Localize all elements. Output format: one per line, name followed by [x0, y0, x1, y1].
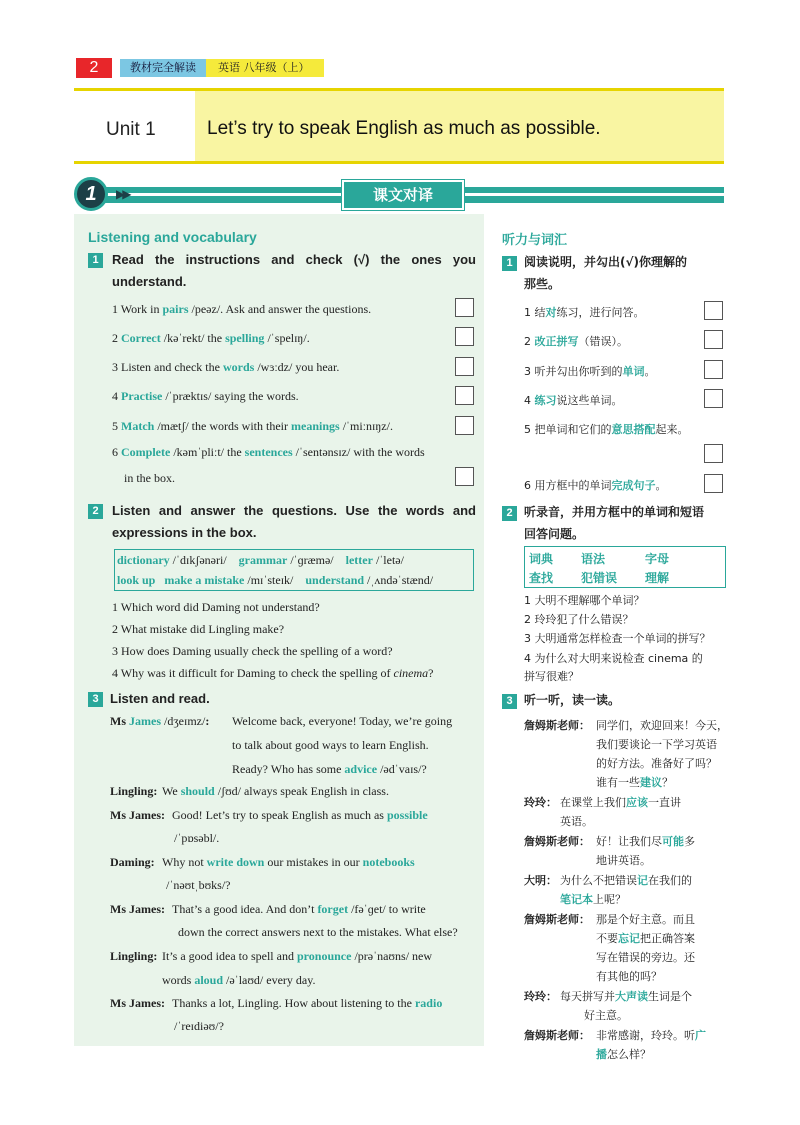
dialogue-line: 好！让我们尽可能多	[596, 835, 695, 848]
list-item: 5 把单词和它们的意思搭配起来。	[524, 423, 689, 436]
checkbox[interactable]	[455, 357, 474, 376]
section-number-badge: 1	[74, 177, 108, 211]
dialogue-line: /ˈpɒsəbl/.	[174, 831, 220, 845]
exercise-3-instructions-cn: 听一听，读一读。	[524, 693, 621, 707]
vocab-word: 查找	[529, 571, 554, 585]
list-item: 5 Match /mætʃ/ the words with their meanings /ˈmiːnɪŋz/.	[112, 419, 393, 433]
exercise-1-instructions	[112, 249, 476, 293]
vocab-word: 字母	[645, 552, 670, 566]
unit-title: Let’s try to speak English as much as possible.	[207, 118, 601, 139]
speaker-label: 詹姆斯老师：	[524, 913, 590, 926]
vocab-word: 词典	[529, 552, 554, 566]
instr-line: 阅读说明，并勾出(√)你理解的	[524, 255, 687, 269]
dialogue-line: Welcome back, everyone! Today, we’re going	[232, 714, 453, 728]
unit-banner	[74, 88, 724, 164]
vocab-word: 理解	[645, 571, 670, 585]
question: 3 大明通常怎样检查一个单词的拼写？	[524, 632, 711, 645]
dialogue-line: That’s a good idea. And don’t forget /fəˈɡet/ to write	[172, 902, 426, 916]
instr-line: Listen and answer the questions. Use the words and	[112, 503, 476, 518]
dialogue-line: 在课堂上我们应该一直讲	[560, 796, 681, 809]
checkbox[interactable]	[704, 330, 723, 349]
dialogue-line: 好主意。	[584, 1009, 628, 1022]
question: 1 大明不理解哪个单词？	[524, 594, 645, 607]
dialogue-line: Why not write down our mistakes in our notebooks	[162, 855, 415, 869]
dialogue-line: 为什么不把错误记在我们的	[560, 874, 692, 887]
speaker-label: 詹姆斯老师：	[524, 719, 590, 732]
speaker-label: Ms James:	[110, 808, 165, 822]
list-item: 2 Correct /kəˈrekt/ the spelling /ˈspelɪŋ/.	[112, 331, 310, 345]
dialogue-line: down the correct answers next to the mistakes. What else?	[178, 925, 458, 939]
list-item: 3 听并勾出你听到的单词。	[524, 365, 656, 378]
list-item: 2 改正拼写（错误）。	[524, 335, 628, 348]
exercise-number-2: 2	[502, 506, 517, 521]
vocabulary-box	[114, 549, 474, 591]
checkbox[interactable]	[704, 301, 723, 320]
dialogue-line: We should /ʃʊd/ always speak English in class.	[162, 784, 389, 798]
vocab-row: dictionary /ˈdɪkʃənəri/ grammar /ˈɡræmə/ letter /ˈletə/	[117, 553, 404, 567]
vocab-row: look up make a mistake /mɪˈsteɪk/ understand /ˌʌndəˈstænd/	[117, 573, 434, 587]
exercise-number-2: 2	[88, 504, 103, 519]
question: 4 Why was it difficult for Daming to check the spelling of cinema?	[112, 666, 434, 680]
checkbox[interactable]	[455, 386, 474, 405]
checkbox[interactable]	[704, 474, 723, 493]
question: 4 为什么对大明来说检查 cinema 的	[524, 652, 703, 665]
english-panel	[74, 214, 484, 1046]
dialogue-line: 每天拼写并大声读生词是个	[560, 990, 692, 1003]
exercise-number-3: 3	[88, 692, 103, 707]
dialogue-line: 的好方法。准备好了吗？	[596, 757, 717, 770]
checkbox[interactable]	[455, 327, 474, 346]
dialogue-line: 非常感谢，玲玲。听广	[596, 1029, 706, 1042]
exercise-number-1: 1	[88, 253, 103, 268]
list-item: 4 Practise /ˈpræktɪs/ saying the words.	[112, 389, 299, 403]
exercise-number-3: 3	[502, 694, 517, 709]
vocabulary-box-cn	[524, 546, 726, 588]
speaker-label: 大明：	[524, 874, 557, 887]
list-item-continuation: in the box.	[124, 471, 175, 485]
speaker-label: Ms James:	[110, 996, 165, 1010]
exercise-2-instructions	[112, 500, 476, 544]
dialogue-line: /ˈreɪdiəʊ/?	[174, 1019, 224, 1033]
question: 3 How does Daming usually check the spelling of a word?	[112, 644, 393, 658]
page-number: 2	[76, 58, 112, 78]
checkbox[interactable]	[455, 298, 474, 317]
dialogue-line: 播怎么样？	[596, 1048, 651, 1061]
checkbox[interactable]	[704, 389, 723, 408]
exercise-1-instructions-cn	[524, 251, 687, 295]
instr-line: Read the instructions and check (√) the ones you	[112, 252, 476, 267]
speaker-label: Lingling:	[110, 784, 158, 798]
unit-title-box	[192, 91, 724, 161]
dialogue-line: Thanks a lot, Lingling. How about listening to the radio	[172, 996, 443, 1010]
instr-line: 听录音，并用方框中的单词和短语	[524, 505, 705, 519]
checkbox[interactable]	[455, 416, 474, 435]
dialogue-line: Good! Let’s try to speak English as much as possible	[172, 808, 428, 822]
speaker-label: 詹姆斯老师：	[524, 1029, 590, 1042]
checkbox[interactable]	[455, 467, 474, 486]
chinese-panel	[496, 214, 728, 1061]
dialogue-line: 英语。	[560, 815, 593, 828]
exercise-3-instructions: Listen and read.	[110, 691, 210, 706]
dialogue-line: /ˈnəʊtˌbʊks/?	[166, 878, 231, 892]
section-bar	[74, 182, 724, 208]
section-title: 课文对译	[342, 180, 464, 210]
list-item: 1 Work in pairs /peəz/. Ask and answer the questions.	[112, 302, 372, 316]
speaker-label: 詹姆斯老师：	[524, 835, 590, 848]
list-item: 4 练习说这些单词。	[524, 394, 623, 407]
checkbox[interactable]	[704, 360, 723, 379]
list-item: 6 Complete /kəmˈpliːt/ the sentences /ˈsentənsɪz/ with the words	[112, 445, 425, 459]
unit-label: Unit 1	[106, 119, 156, 140]
speaker-label: Ms James /dʒeɪmz/:	[110, 714, 210, 728]
question: 2 玲玲犯了什么错误？	[524, 613, 634, 626]
dialogue-line: 笔记本上呢？	[560, 893, 626, 906]
question: 2 What mistake did Lingling make?	[112, 622, 285, 636]
instr-line: 回答问题。	[524, 527, 585, 541]
instr-line: expressions in the box.	[112, 525, 257, 540]
list-item: 6 用方框中的单词完成句子。	[524, 479, 667, 492]
exercise-number-1: 1	[502, 256, 517, 271]
vocab-word: 语法	[581, 552, 606, 566]
list-item: 1 结对练习，进行问答。	[524, 306, 645, 319]
book-name: 教材完全解读	[120, 59, 206, 77]
question: 拼写很难？	[524, 670, 579, 683]
dialogue-line: to talk about good ways to learn English.	[232, 738, 429, 752]
checkbox[interactable]	[704, 444, 723, 463]
book-strip	[120, 59, 324, 77]
subject-grade: 英语 八年级（上）	[206, 59, 324, 77]
question: 1 Which word did Daming not understand?	[112, 600, 320, 614]
dialogue-line: 有其他的吗？	[596, 970, 662, 983]
dialogue-line: 那是个好主意。而且	[596, 913, 695, 926]
instr-line: 那些。	[524, 277, 561, 291]
dialogue-line: Ready? Who has some advice /ədˈvaɪs/?	[232, 762, 427, 776]
dialogue-line: 写在错误的旁边。还	[596, 951, 695, 964]
speaker-label: Daming:	[110, 855, 155, 869]
speaker-label: Lingling:	[110, 949, 158, 963]
double-arrow-icon: ▶▶	[116, 187, 129, 201]
list-item: 3 Listen and check the words /wɜːdz/ you hear.	[112, 360, 340, 374]
dialogue-line: 同学们，欢迎回来！今天，	[596, 719, 728, 732]
exercise-2-instructions-cn	[524, 501, 704, 545]
instr-line: understand.	[112, 274, 187, 289]
listening-vocab-heading-cn: 听力与词汇	[502, 233, 568, 248]
dialogue-line: It’s a good idea to spell and pronounce /prəˈnaʊns/ new	[162, 949, 433, 963]
speaker-label: 玲玲：	[524, 796, 557, 809]
dialogue-line: 我们要谈论一下学习英语	[596, 738, 717, 751]
vocab-word: 犯错误	[581, 571, 618, 585]
speaker-label: 玲玲：	[524, 990, 557, 1003]
speaker-label: Ms James:	[110, 902, 165, 916]
dialogue-line: 地讲英语。	[596, 854, 651, 867]
dialogue-line: 不要忘记把正确答案	[596, 932, 695, 945]
dialogue-line: words aloud /əˈlaʊd/ every day.	[162, 973, 316, 987]
dialogue-line: 谁有一些建议？	[596, 776, 673, 789]
listening-vocab-heading: Listening and vocabulary	[88, 229, 257, 245]
